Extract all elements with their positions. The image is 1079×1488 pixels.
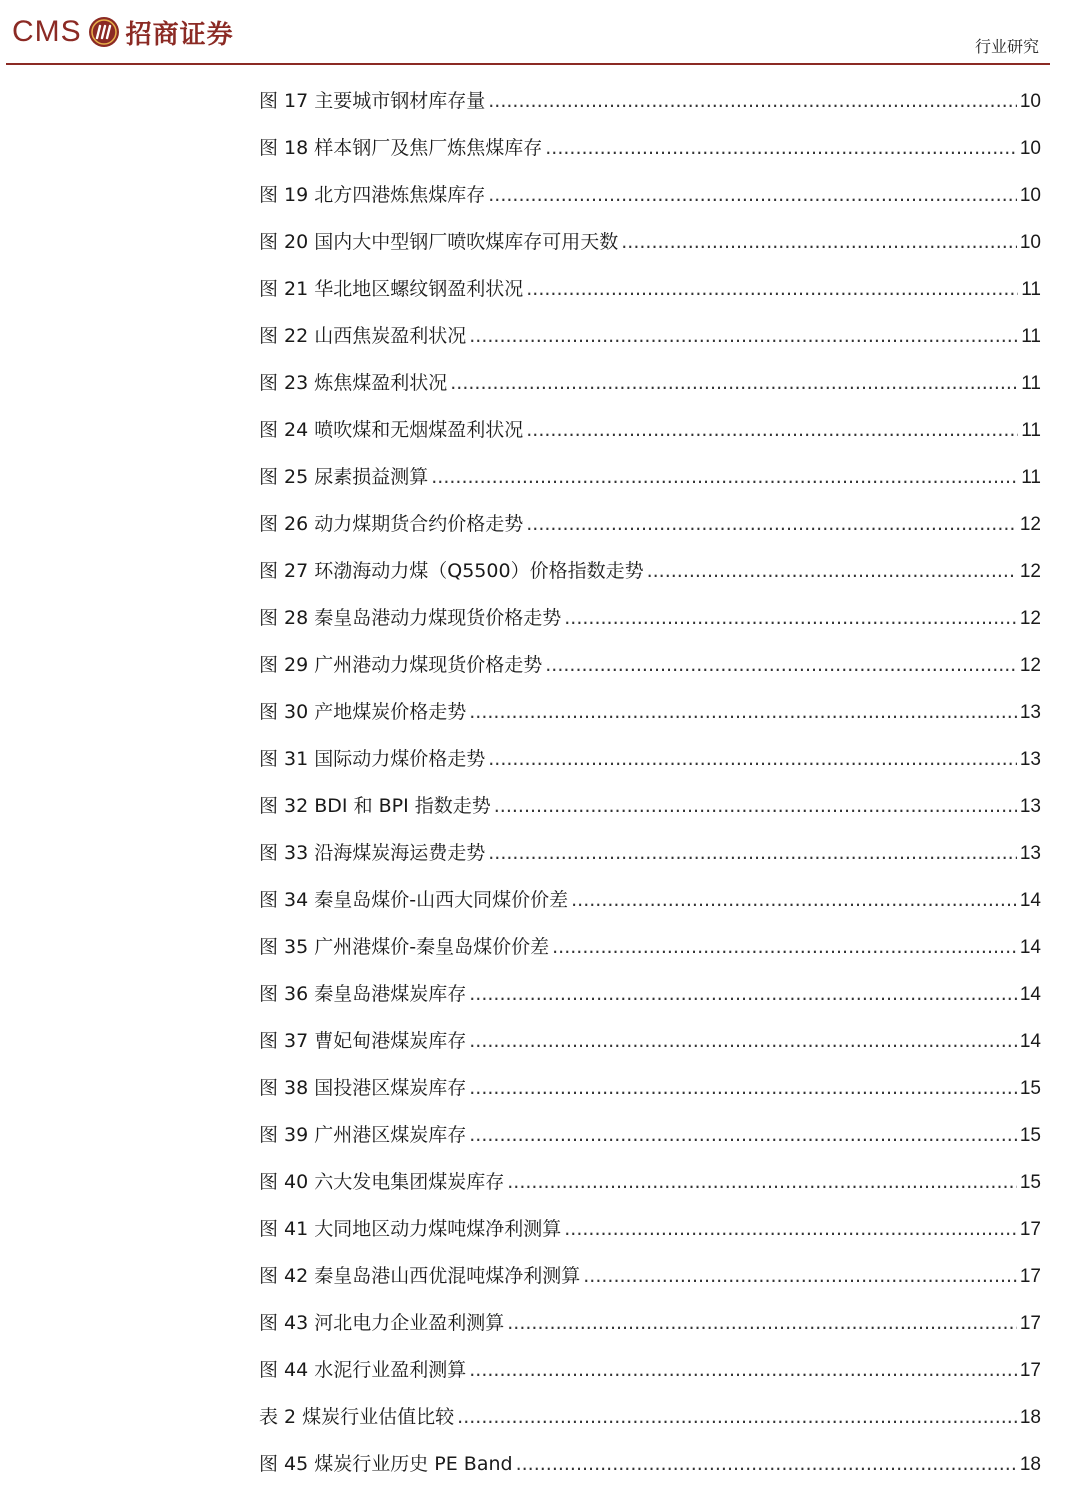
toc-entry[interactable] (259, 1347, 1041, 1394)
toc-entry-title: 图 34 秦皇岛煤价-山西大同煤价价差 (259, 889, 569, 911)
toc-entry-page-number: 10 (1019, 232, 1041, 253)
toc-entry-page-number: 14 (1019, 890, 1041, 911)
toc-entry-title: 图 35 广州港煤价-秦皇岛煤价价差 (259, 936, 550, 958)
toc-entry-page-number: 11 (1021, 279, 1041, 300)
toc-entry-page-number: 14 (1019, 1031, 1041, 1052)
logo-emblem-icon (88, 16, 120, 48)
toc-leader-dots (571, 877, 1017, 924)
toc-entry[interactable] (259, 877, 1041, 924)
toc-entry[interactable] (259, 407, 1041, 454)
toc-leader-dots (583, 1253, 1017, 1300)
toc-entry[interactable] (259, 78, 1041, 125)
toc-entry[interactable] (259, 595, 1041, 642)
toc-entry[interactable] (259, 1065, 1041, 1112)
section-label: 行业研究 (974, 37, 1039, 56)
logo-chinese-name: 招商证券 (125, 19, 234, 50)
toc-entry[interactable] (259, 313, 1041, 360)
toc-entry[interactable] (259, 689, 1041, 736)
toc-entry-title: 图 23 炼焦煤盈利状况 (259, 372, 448, 394)
toc-entry[interactable] (259, 642, 1041, 689)
toc-leader-dots (457, 1394, 1017, 1441)
toc-entry-title: 表 2 煤炭行业估值比较 (259, 1406, 455, 1428)
toc-entry-title: 图 37 曹妃甸港煤炭库存 (259, 1030, 467, 1052)
toc-entry-title: 图 36 秦皇岛港煤炭库存 (259, 983, 467, 1005)
toc-entry-page-number: 12 (1019, 561, 1041, 582)
toc-entry-page-number: 11 (1021, 326, 1041, 347)
toc-entry-title: 图 18 样本钢厂及焦厂炼焦煤库存 (259, 137, 543, 159)
toc-leader-dots (488, 736, 1017, 783)
toc-leader-dots (507, 1300, 1017, 1347)
header-divider (6, 63, 1050, 65)
toc-leader-dots (516, 1441, 1017, 1488)
toc-entry-page-number: 15 (1019, 1078, 1041, 1099)
toc-entry-title: 图 44 水泥行业盈利测算 (259, 1359, 467, 1381)
toc-entry-title: 图 20 国内大中型钢厂喷吹煤库存可用天数 (259, 231, 619, 253)
toc-leader-dots (488, 830, 1017, 877)
toc-entry-page-number: 13 (1019, 702, 1041, 723)
toc-entry-page-number: 14 (1019, 937, 1041, 958)
toc-entry-title: 图 22 山西焦炭盈利状况 (259, 325, 467, 347)
toc-entry[interactable] (259, 924, 1041, 971)
toc-entry-page-number: 10 (1019, 138, 1041, 159)
toc-leader-dots (621, 219, 1017, 266)
toc-leader-dots (469, 313, 1018, 360)
toc-entry-page-number: 18 (1019, 1407, 1041, 1428)
toc-entry-title: 图 28 秦皇岛港动力煤现货价格走势 (259, 607, 562, 629)
toc-entry-page-number: 10 (1019, 91, 1041, 112)
toc-leader-dots (545, 125, 1017, 172)
toc-entry-page-number: 12 (1019, 608, 1041, 629)
toc-leader-dots (507, 1159, 1017, 1206)
toc-entry-page-number: 15 (1019, 1172, 1041, 1193)
toc-entry[interactable] (259, 736, 1041, 783)
toc-entry-title: 图 33 沿海煤炭海运费走势 (259, 842, 486, 864)
toc-entry-page-number: 10 (1019, 185, 1041, 206)
toc-entry-title: 图 21 华北地区螺纹钢盈利状况 (259, 278, 524, 300)
toc-entry-page-number: 14 (1019, 984, 1041, 1005)
toc-leader-dots (494, 783, 1017, 830)
toc-entry[interactable] (259, 360, 1041, 407)
toc-entry-title: 图 25 尿素损益测算 (259, 466, 429, 488)
toc-leader-dots (488, 172, 1017, 219)
toc-entry[interactable] (259, 971, 1041, 1018)
toc-leader-dots (450, 360, 1018, 407)
toc-entry[interactable] (259, 501, 1041, 548)
toc-entry-page-number: 11 (1021, 373, 1041, 394)
toc-entry[interactable] (259, 830, 1041, 877)
toc-entry-title: 图 26 动力煤期货合约价格走势 (259, 513, 524, 535)
toc-leader-dots (526, 266, 1018, 313)
toc-entry[interactable] (259, 1300, 1041, 1347)
toc-leader-dots (526, 407, 1018, 454)
toc-leader-dots (647, 548, 1017, 595)
toc-leader-dots (488, 78, 1017, 125)
toc-leader-dots (469, 971, 1017, 1018)
table-of-figures (259, 78, 1041, 1488)
toc-entry-title: 图 27 环渤海动力煤（Q5500）价格指数走势 (259, 560, 644, 582)
toc-entry-page-number: 17 (1019, 1266, 1041, 1287)
toc-entry[interactable] (259, 1112, 1041, 1159)
toc-entry-title: 图 45 煤炭行业历史 PE Band (259, 1453, 513, 1475)
toc-entry[interactable] (259, 1441, 1041, 1488)
toc-entry[interactable] (259, 172, 1041, 219)
toc-entry[interactable] (259, 1159, 1041, 1206)
toc-entry-title: 图 40 六大发电集团煤炭库存 (259, 1171, 505, 1193)
toc-leader-dots (564, 1206, 1017, 1253)
toc-entry-title: 图 17 主要城市钢材库存量 (259, 90, 486, 112)
toc-entry-page-number: 13 (1019, 749, 1041, 770)
toc-leader-dots (469, 1018, 1017, 1065)
toc-entry[interactable] (259, 219, 1041, 266)
toc-entry-title: 图 42 秦皇岛港山西优混吨煤净利测算 (259, 1265, 581, 1287)
toc-entry-title: 图 32 BDI 和 BPI 指数走势 (259, 795, 491, 817)
toc-entry[interactable] (259, 266, 1041, 313)
toc-entry-page-number: 12 (1019, 514, 1041, 535)
company-logo (12, 12, 234, 52)
toc-entry-page-number: 17 (1019, 1219, 1041, 1240)
toc-entry[interactable] (259, 1206, 1041, 1253)
toc-entry-page-number: 11 (1021, 420, 1041, 441)
toc-entry-page-number: 17 (1019, 1313, 1041, 1334)
toc-entry-title: 图 29 广州港动力煤现货价格走势 (259, 654, 543, 676)
toc-entry[interactable] (259, 1018, 1041, 1065)
toc-entry-title: 图 31 国际动力煤价格走势 (259, 748, 486, 770)
toc-entry-page-number: 12 (1019, 655, 1041, 676)
toc-leader-dots (469, 1065, 1017, 1112)
toc-entry-title: 图 24 喷吹煤和无烟煤盈利状况 (259, 419, 524, 441)
toc-entry-page-number: 11 (1021, 467, 1041, 488)
toc-entry-page-number: 13 (1019, 843, 1041, 864)
toc-entry-page-number: 17 (1019, 1360, 1041, 1381)
toc-entry-page-number: 18 (1019, 1454, 1041, 1475)
toc-entry-page-number: 15 (1019, 1125, 1041, 1146)
toc-entry[interactable] (259, 1253, 1041, 1300)
toc-leader-dots (469, 689, 1017, 736)
toc-entry-title: 图 39 广州港区煤炭库存 (259, 1124, 467, 1146)
toc-leader-dots (526, 501, 1017, 548)
toc-entry-title: 图 41 大同地区动力煤吨煤净利测算 (259, 1218, 562, 1240)
toc-entry-title: 图 38 国投港区煤炭库存 (259, 1077, 467, 1099)
toc-leader-dots (469, 1112, 1017, 1159)
toc-entry-title: 图 43 河北电力企业盈利测算 (259, 1312, 505, 1334)
toc-entry[interactable] (259, 454, 1041, 501)
toc-leader-dots (564, 595, 1017, 642)
logo-text: CMS (12, 15, 82, 48)
toc-leader-dots (469, 1347, 1017, 1394)
toc-leader-dots (552, 924, 1017, 971)
toc-entry[interactable] (259, 548, 1041, 595)
toc-entry-title: 图 19 北方四港炼焦煤库存 (259, 184, 486, 206)
toc-entry[interactable] (259, 783, 1041, 830)
toc-leader-dots (545, 642, 1017, 689)
toc-entry-page-number: 13 (1019, 796, 1041, 817)
toc-leader-dots (431, 454, 1018, 501)
toc-entry-title: 图 30 产地煤炭价格走势 (259, 701, 467, 723)
page-header (0, 0, 1079, 68)
toc-entry[interactable] (259, 1394, 1041, 1441)
toc-entry[interactable] (259, 125, 1041, 172)
